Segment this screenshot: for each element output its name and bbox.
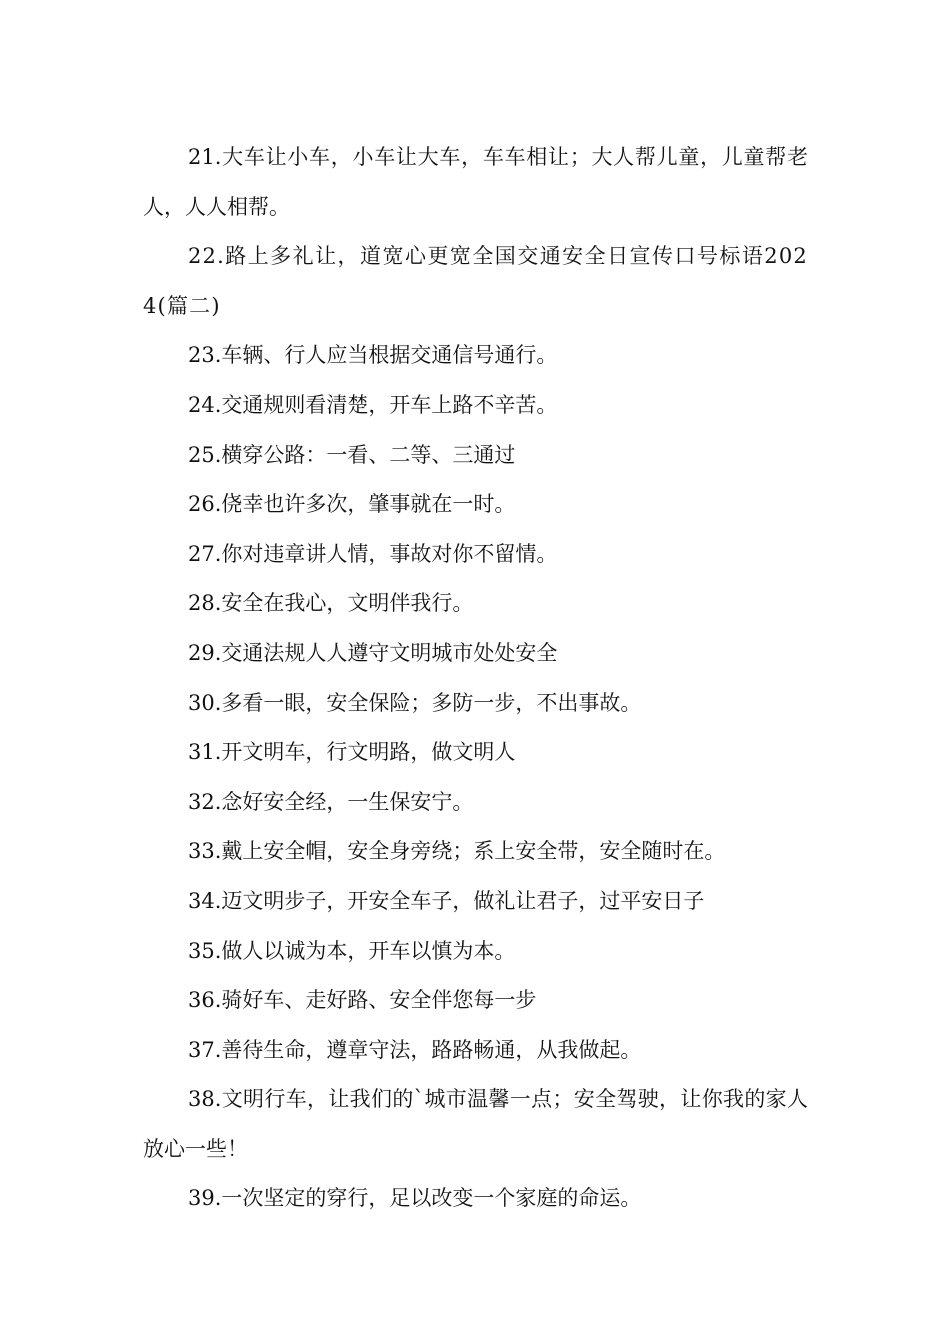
slogan-33: 33.戴上安全帽，安全身旁绕；系上安全带，安全随时在。 — [188, 839, 726, 864]
slogan-34: 34.迈文明步子，开安全车子，做礼让君子，过平安日子 — [188, 888, 705, 913]
document-body — [143, 133, 808, 1224]
slogan-24: 24.交通规则看清楚，开车上路不辛苦。 — [188, 392, 558, 417]
slogan-38: 38.文明行车，让我们的`城市温馨一点；安全驾驶，让你我的家人放心一些！ — [143, 1087, 808, 1161]
slogan-21: 21.大车让小车，小车让大车，车车相让；大人帮儿童，儿童帮老人，人人相帮。 — [143, 145, 808, 219]
slogan-31: 31.开文明车，行文明路，做文明人 — [188, 740, 516, 765]
slogan-29: 29.交通法规人人遵守文明城市处处安全 — [188, 640, 558, 665]
slogan-27: 27.你对违章讲人情，事故对你不留情。 — [188, 541, 558, 566]
slogan-37: 37.善待生命，遵章守法，路路畅通，从我做起。 — [188, 1037, 642, 1062]
slogan-22: 22.路上多礼让，道宽心更宽全国交通安全日宣传口号标语2024(篇二) — [143, 244, 808, 318]
slogan-23: 23.车辆、行人应当根据交通信号通行。 — [188, 343, 558, 368]
slogan-32: 32.念好安全经，一生保安宁。 — [188, 789, 474, 814]
slogan-28: 28.安全在我心，文明伴我行。 — [188, 591, 474, 616]
slogan-36: 36.骑好车、走好路、安全伴您每一步 — [188, 988, 537, 1013]
slogan-30: 30.多看一眼，安全保险；多防一步，不出事故。 — [188, 690, 642, 715]
slogan-35: 35.做人以诚为本，开车以慎为本。 — [188, 938, 516, 963]
slogan-39: 39.一次坚定的穿行，足以改变一个家庭的命运。 — [188, 1186, 642, 1211]
slogan-26: 26.侥幸也许多次，肇事就在一时。 — [188, 492, 516, 517]
slogan-25: 25.横穿公路：一看、二等、三通过 — [188, 442, 516, 467]
